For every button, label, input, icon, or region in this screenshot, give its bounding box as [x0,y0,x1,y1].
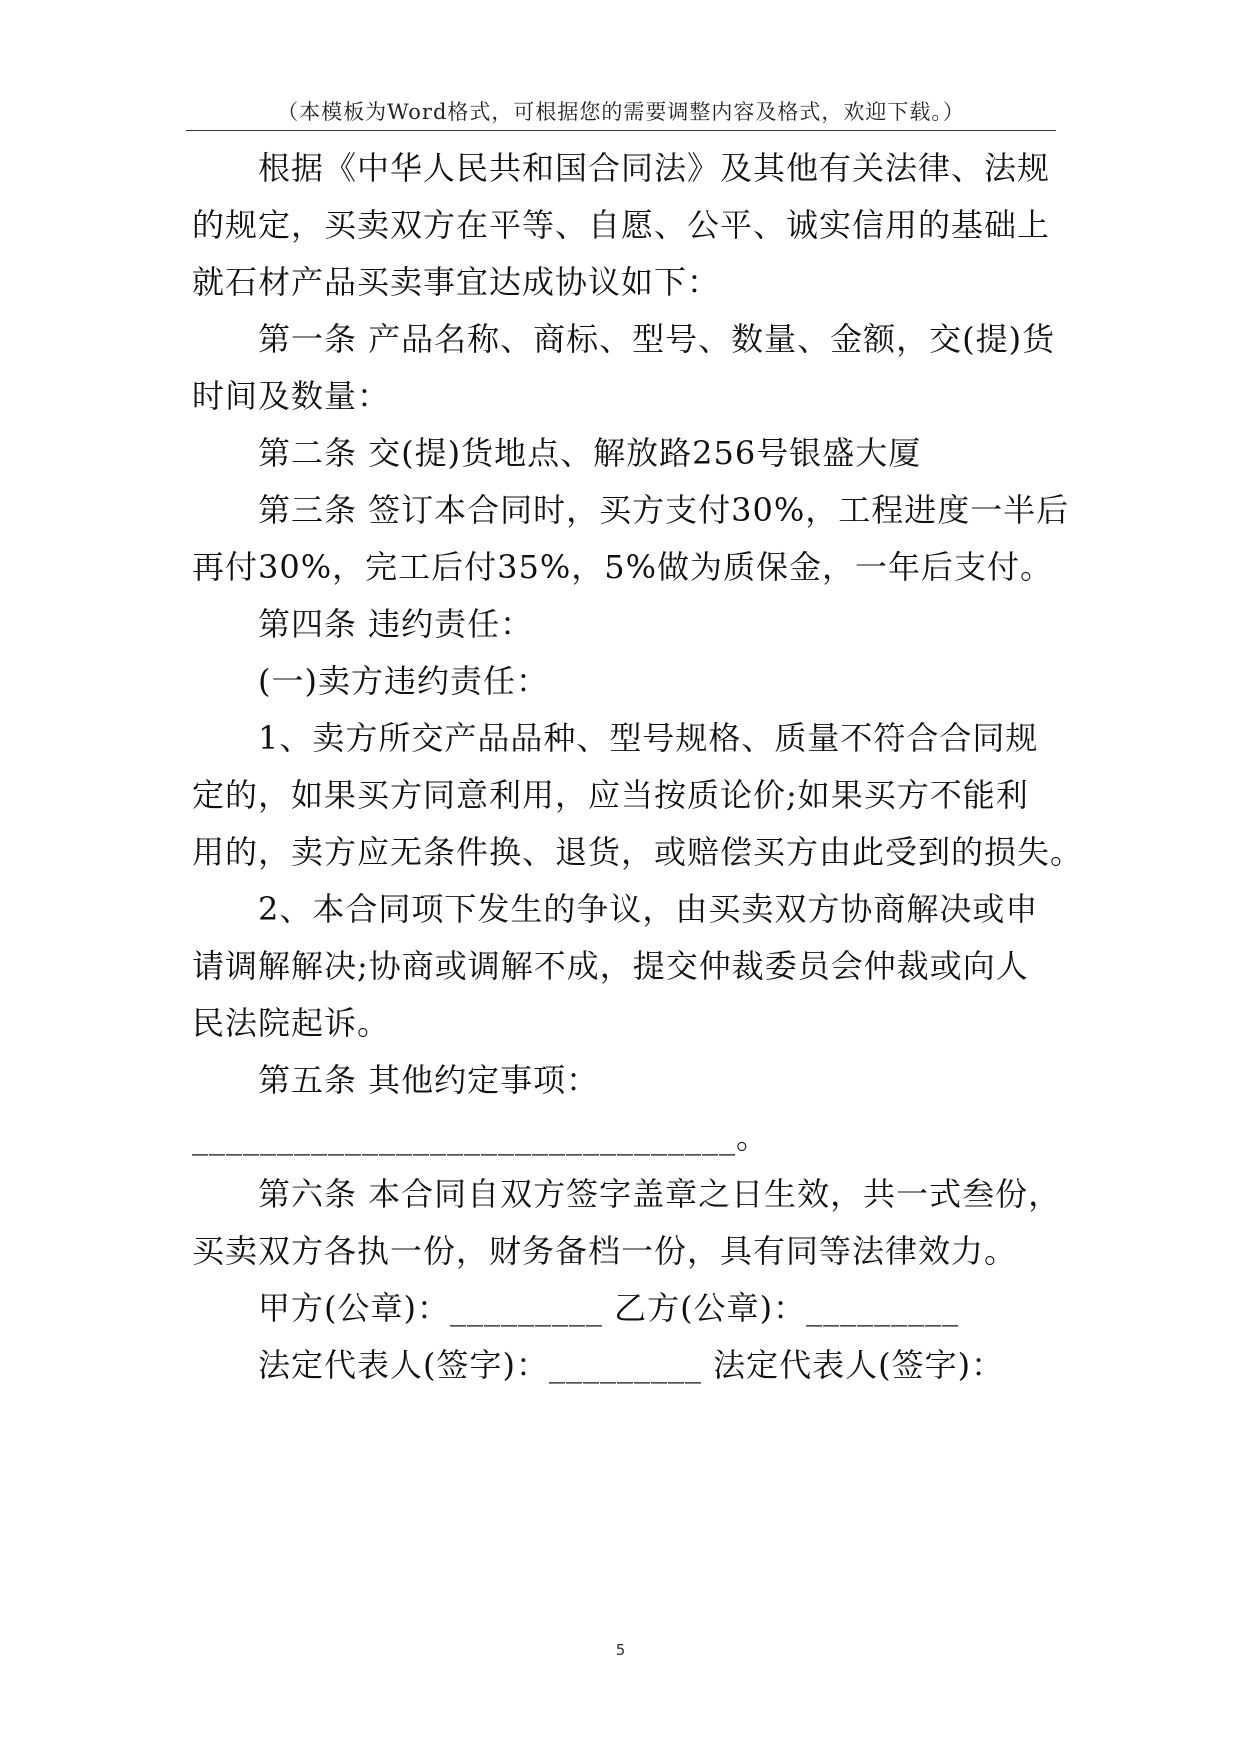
article-3-line-1: 第三条 签订本合同时，买方支付30%，工程进度一半后 [258,491,1070,529]
clause-2-line-2: 请调解解决;协商或调解不成，提交仲裁委员会仲裁或向人 [192,947,1029,985]
intro-line-3: 就石材产品买卖事宜达成协议如下： [192,263,721,301]
article-1-line-1: 第一条 产品名称、商标、型号、数量、金额，交(提)货 [258,320,1056,358]
clause-1-line-3: 用的，卖方应无条件换、退货，或赔偿买方由此受到的损失。 [192,833,1084,871]
article-5-heading: 第五条 其他约定事项： [258,1061,600,1099]
clause-2-line-3: 民法院起诉。 [192,1004,391,1042]
article-6-line-1: 第六条 本合同自双方签字盖章之日生效，共一式叁份， [258,1175,1062,1213]
clause-1-line-2: 定的，如果买方同意利用，应当按质论价;如果买方不能利 [192,776,1029,814]
party-seals-line: 甲方(公章)：_________ 乙方(公章)：_________ [258,1289,960,1327]
page-number: 5 [615,1641,626,1659]
intro-line-1: 根据《中华人民共和国合同法》及其他有关法律、法规 [258,149,1051,187]
article-6-line-2: 买卖双方各执一份，财务备档一份，具有同等法律效力。 [192,1232,1018,1270]
header-divider [186,130,1056,131]
legal-representative-line: 法定代表人(签字)：_________ 法定代表人(签字)： [258,1346,1005,1384]
intro-line-2: 的规定，买卖双方在平等、自愿、公平、诚实信用的基础上 [192,206,1051,244]
article-2: 第二条 交(提)货地点、解放路256号银盛大厦 [258,434,922,472]
article-3-line-2: 再付30%，完工后付35%，5%做为质保金，一年后支付。 [192,548,1054,586]
article-1-line-2: 时间及数量： [192,377,391,415]
seller-liability-heading: (一)卖方违约责任： [258,662,549,700]
other-matters-blank: ________________________________。 [192,1118,770,1156]
clause-2-line-1: 2、本合同项下发生的争议，由买卖双方协商解决或申 [258,890,1039,928]
template-note: （本模板为Word格式，可根据您的需要调整内容及格式，欢迎下载。） [277,100,965,124]
article-4-heading: 第四条 违约责任： [258,605,534,643]
clause-1-line-1: 1、卖方所交产品品种、型号规格、质量不符合合同规 [258,719,1039,757]
